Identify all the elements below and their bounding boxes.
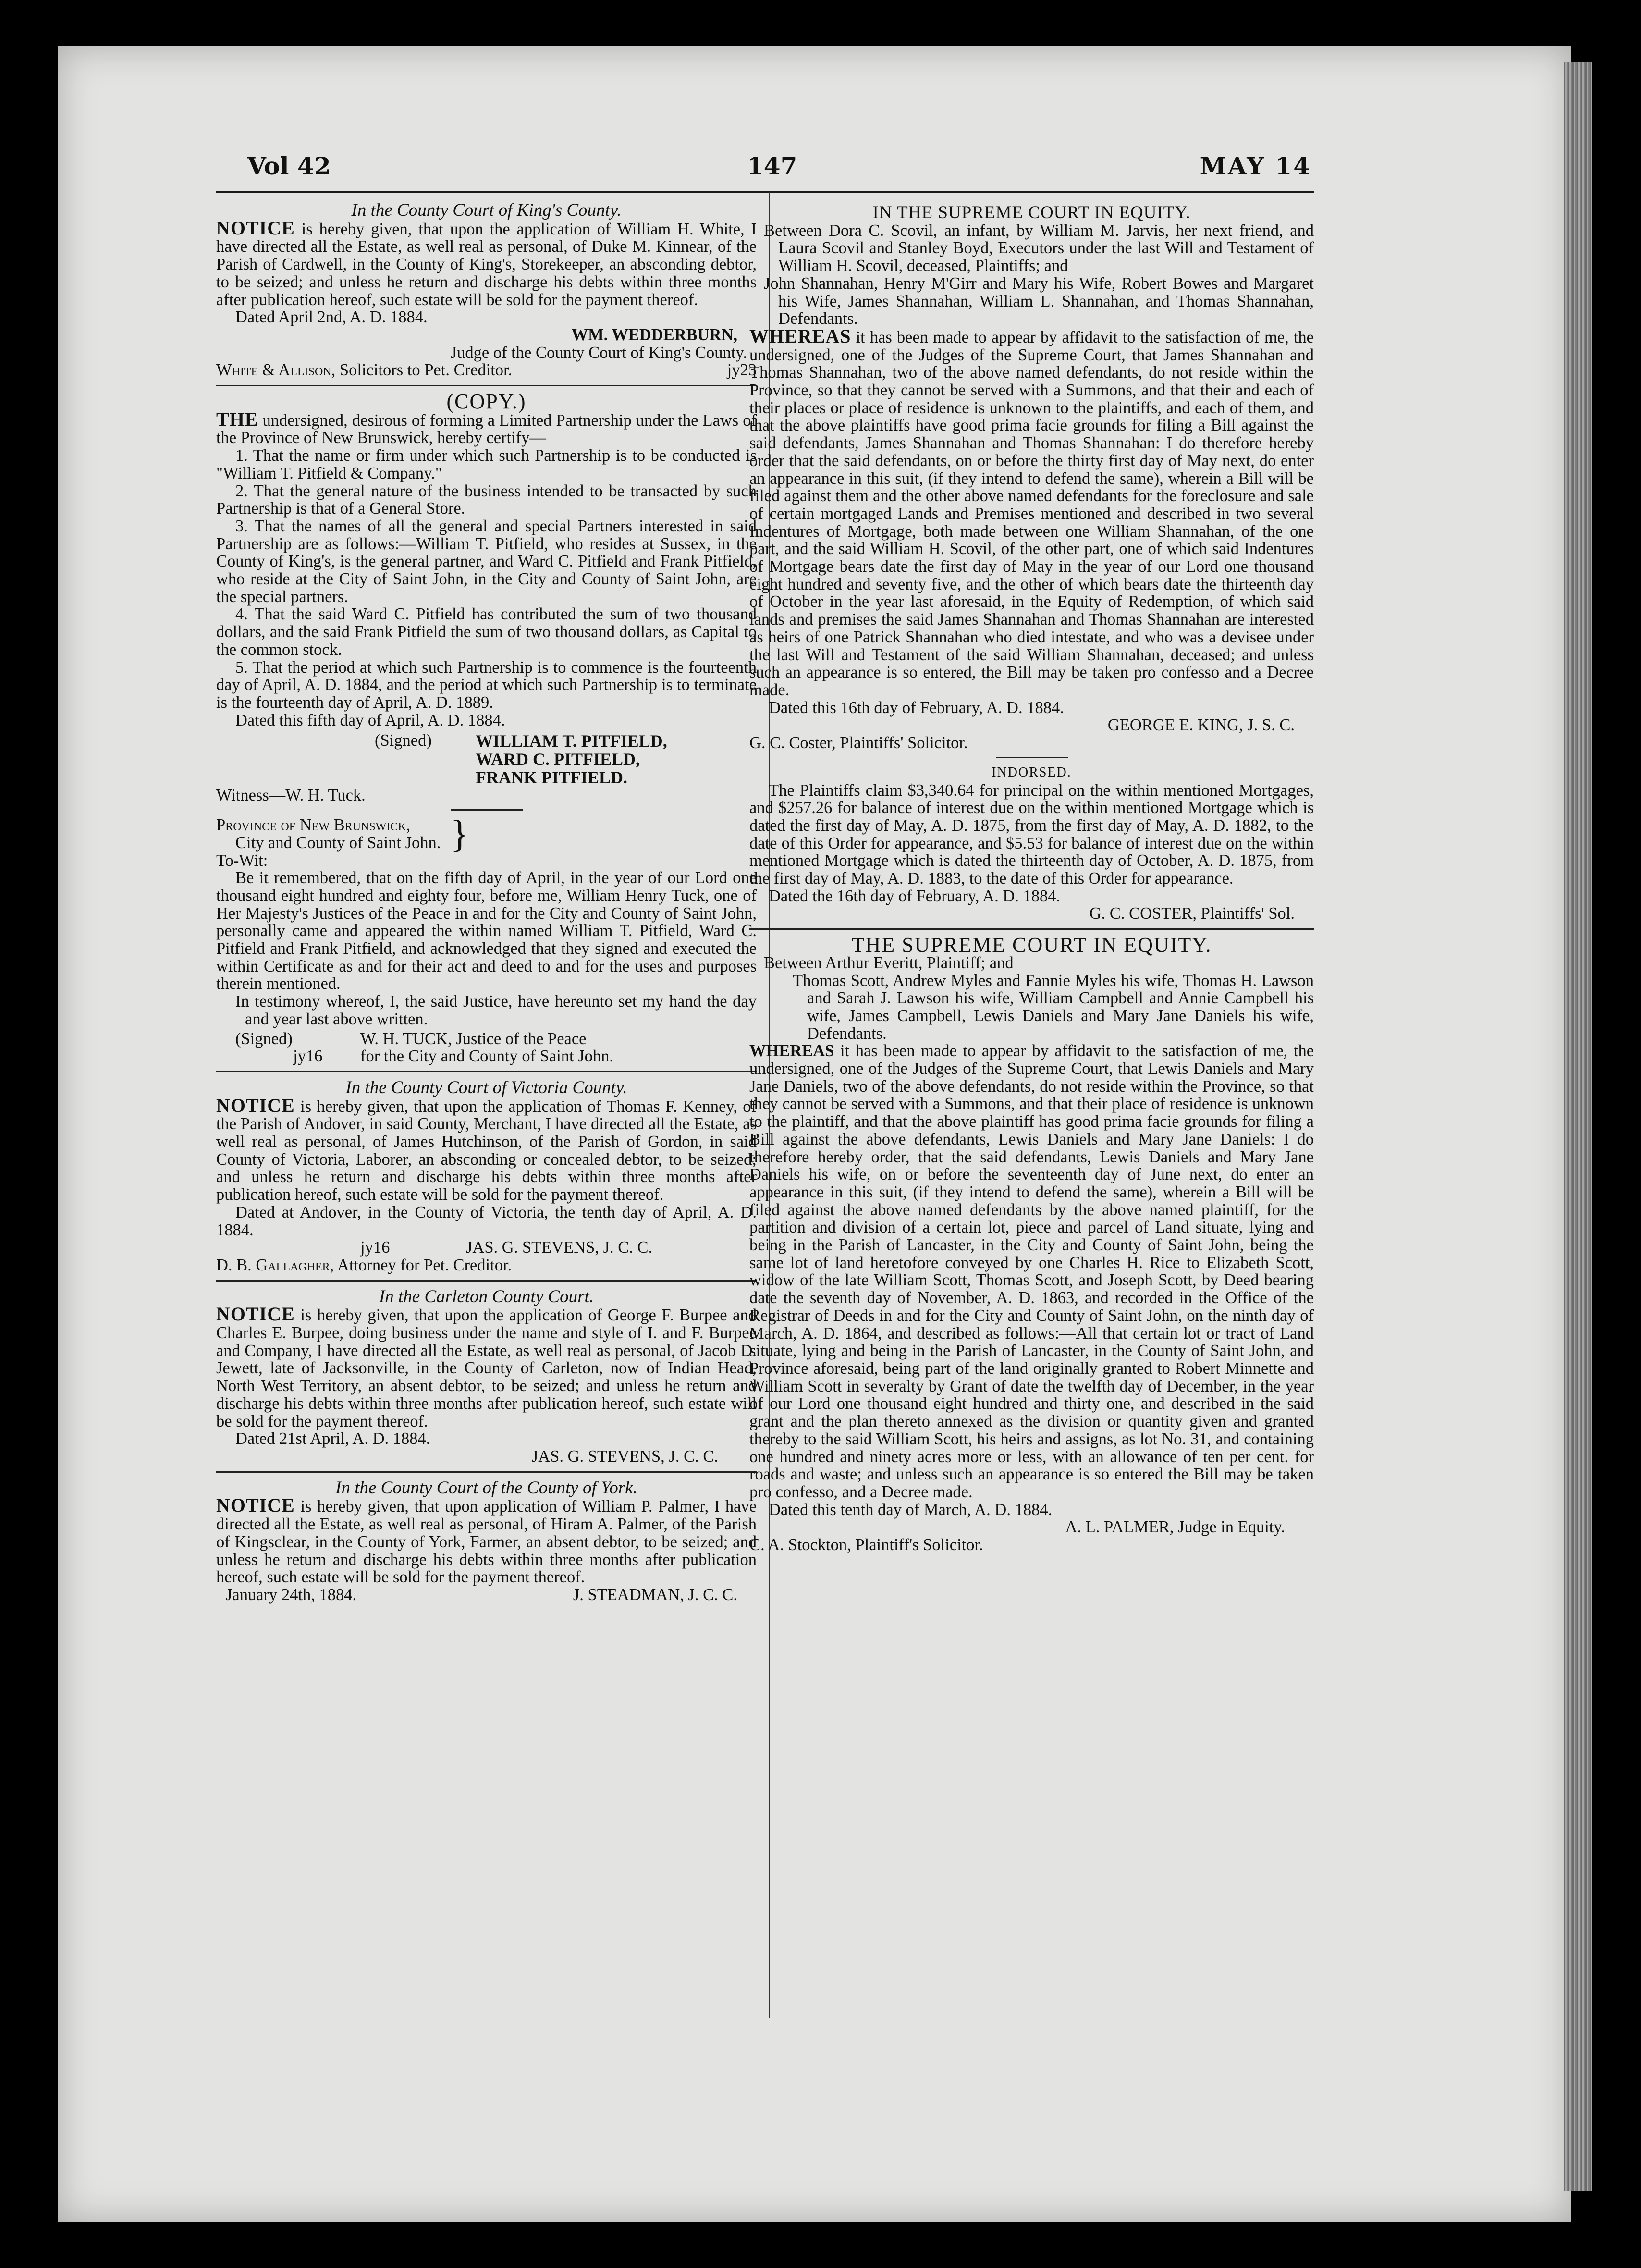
party-defendants: John Shannahan, Henry M'Girr and Mary his Wife, Robert Bowes and Margaret his Wife, James Shannahan, William L. Shannahan, and Thomas Shannahan, Defendants. [764, 274, 1314, 328]
kings-county-notice [216, 202, 757, 379]
partnership-copy [216, 390, 757, 1066]
whereas-word: WHEREAS [749, 325, 851, 347]
copy-code: jy16 [293, 1047, 323, 1066]
divider [216, 1280, 757, 1282]
indorsed-signer: G. C. COSTER, Plaintiffs' Sol. [1089, 904, 1295, 923]
short-divider [996, 757, 1068, 758]
witness-line: Witness—W. H. Tuck. [216, 786, 366, 805]
indorsed-dated: Dated the 16th day of February, A. D. 1884. [769, 887, 1061, 905]
notice-dated: Dated at Andover, in the County of Victoria, the tenth day of April, A. D. 1884. [216, 1203, 757, 1239]
order-body: it has been made to appear by affidavit to the satisfaction of me, the undersigned, one of the Judges of the Supreme Court, that James Shannahan and Thomas Shannahan, two of the above named defendants, do not reside within the Province, so that they cannot be served with a Summons, and that their and each of their places or place of residence is unknown to the plaintiffs, and each of them, and that the above plaintiffs have good prima facie grounds for filing a Bill against the said defendants, James Shannahan and Thomas Shannahan: I do therefore hereby order that the said defendants, on or before the thirty first day of May next, do enter an appearance in this suit, (if they intend to defend the same), wherein a Bill will be filed against them and the other above named defendants for the foreclosure and sale of certain mortgaged Lands and Premises mentioned and described in two several Indentures of Mortgage, both made between one William Shannahan, of the one part, and the said William H. Scovil, of the other part, one of which said Indentures of Mortgage bears date the first day of May in the year of our Lord one thousand eight hundred and seventy five, and the other of which bears date the thirteenth day of October in the year last aforesaid, in the Equity of Redemption, of which said lands and premises the said James Shannahan and Thomas Shannahan are interested as heirs of one Patrick Shannahan who died intestate, and who was a devisee under the last Will and Testament of the said William Shannahan, deceased; and unless such an appearance is so entered, the Bill may be taken pro confesso and a Decree made. [749, 328, 1314, 699]
page-header [190, 139, 1311, 197]
judge-signature: A. L. PALMER, Judge in Equity. [1065, 1518, 1285, 1537]
province-line-2: City and County of Saint John. [235, 833, 441, 852]
header-rule [216, 191, 1314, 193]
divider [216, 1471, 757, 1473]
order-dated: Dated this 16th day of February, A. D. 1884. [769, 698, 1064, 717]
clause-2: 2. That the general nature of the business intended to be transacted by such Partnership is that of a General Store. [216, 481, 757, 518]
to-wit: To-Wit: [216, 851, 268, 870]
intro-word: THE [216, 408, 258, 430]
section-title: IN THE SUPREME COURT IN EQUITY. [872, 203, 1191, 222]
notice-dated: Dated April 2nd, A. D. 1884. [235, 308, 428, 327]
clause-1: 1. That the name or firm under which such Partnership is to be conducted is "William T. Pitfield & Company." [216, 446, 757, 482]
signature-3: FRANK PITFIELD. [476, 768, 628, 788]
carleton-county-notice [216, 1288, 757, 1466]
divider [749, 928, 1314, 930]
solicitor-text: Solicitors to Pet. Creditor. [339, 361, 513, 380]
solicitor-line: G. C. Coster, Plaintiffs' Solicitor. [749, 734, 968, 752]
notice-code: jy23 [727, 361, 757, 380]
page-edges [1564, 62, 1592, 2191]
notice-body: is hereby given, that upon the application of Thomas F. Kenney, of the Parish of Andover, in said County, Merchant, I have directed all the Estate, as well real as personal, of James Hutchinson, of the Parish of Gordon, in said County of Victoria, Laborer, an absconding or concealed debtor, to be seized; and unless he return and discharge his debts within three months after publication hereof, such estate will be sold for the payment thereof. [216, 1097, 757, 1204]
order-dated: Dated this tenth day of March, A. D. 1884. [769, 1500, 1053, 1519]
acknowledgment: Be it remembered, that on the fifth day of April, in the year of our Lord one thousand eight hundred and eighty four, before me, William Henry Tuck, one of Her Majesty's Justices of the Peace in and for the City and County of Saint John, personally came and appeared the within named William T. Pitfield, Ward C. Pitfield and Frank Pitfield, and acknowledged that they signed and executed the within Certificate as and for their act and deed to and for the uses and purposes therein mentioned. [216, 869, 757, 993]
left-column [216, 202, 757, 1604]
issue-date: MAY 14 [1200, 152, 1311, 180]
brace-symbol: } [450, 813, 469, 855]
york-county-notice [216, 1479, 757, 1604]
right-column [749, 204, 1314, 1554]
notice-signer-title: Judge of the County Court of King's County. [450, 343, 747, 362]
divider [216, 385, 757, 386]
signature-1: WILLIAM T. PITFIELD, [476, 731, 667, 751]
notice-signer: WM. WEDDERBURN, [571, 325, 737, 344]
party-plaintiffs: Between Dora C. Scovil, an infant, by William M. Jarvis, her next friend, and Laura Scovil and Stanley Boyd, Executors under the last Will and Testament of William H. Scovil, deceased, Plaintiffs; and [764, 221, 1314, 275]
justice-line-2: for the City and County of Saint John. [360, 1047, 614, 1066]
province-line-1: Province of New Brunswick, [216, 816, 411, 835]
scovil-equity-notice [749, 204, 1314, 923]
order-body: it has been made to appear by affidavit to the satisfaction of me, the undersigned, one of the Judges of the Supreme Court, that Lewis Daniels and Mary Jane Daniels, two of the above defendants, do not reside within the Province, so that they cannot be served with a Summons, and that their place of residence is unknown to the plaintiff, and that the above plaintiff has good prima facie grounds for filing a Bill against the above defendants, Lewis Daniels and Mary Jane Daniels: I do therefore hereby order, that the said defendants, Lewis Daniels and Mary Jane Daniels his wife, on or before the seventeenth day of June next, do enter an appearance in this suit, (if they intend to defend the same), wherein a Bill will be filed against the above named defendants by the above named plaintiff, for the partition and division of a certain lot, piece and parcel of Land situate, lying and being in the Parish of Lancaster, in the City and County of Saint John, being the same lot of land heretofore conveyed by one Charles H. Rice to Elizabeth Scott, widow of the late William Scott, Thomas Scott, and Joseph Scott, by Deed bearing date the seventh day of November, A. D. 1863, and recorded in the Office of the Registrar of Deeds in and for the City and County of Saint John, on the ninth day of March, A. D. 1864, and described as follows:—All that certain lot or tract of Land situate, lying and being in the Parish of Lancaster, in the County of Saint John, and Province aforesaid, being part of the land originally granted to Robert Minnette and William Scott in severalty by Grant of date the twelfth day of December, in the year of our Lord one thousand eight hundred and thirty one, and described in the said grant and the plan thereto annexed as the division or quantity given and granted thereby to the said William Scott, his heirs and assigns, as lot No. 31, and containing one hundred and ninety acres more or less, with an allowance of ten per cent. for roads and waste; and unless such an appearance is so entered the Bill may be taken pro confesso, and a Decree made. [749, 1042, 1314, 1501]
whereas-word: WHEREAS [749, 1042, 834, 1060]
notice-dated: Dated 21st April, A. D. 1884. [235, 1430, 430, 1448]
signature-2: WARD C. PITFIELD, [476, 750, 640, 769]
notice-code: jy16 [360, 1238, 390, 1257]
justice-line-1: W. H. TUCK, Justice of the Peace [360, 1029, 587, 1048]
notice-word: NOTICE [216, 1303, 295, 1325]
party-plaintiff: Between Arthur Everitt, Plaintiff; and [764, 953, 1014, 972]
attorney-name: D. B. Gallagher, [216, 1256, 334, 1274]
testimony: In testimony whereof, I, the said Justice, have hereunto set my hand the day and year last above written. [235, 992, 757, 1028]
everitt-equity-notice [749, 933, 1314, 1554]
notice-word: NOTICE [216, 217, 295, 239]
section-title: In the Carleton County Court. [379, 1286, 594, 1307]
attorney-text: Attorney for Pet. Creditor. [337, 1256, 512, 1274]
signed-label-2: (Signed) [235, 1029, 293, 1048]
notice-signer: JAS. G. STEVENS, J. C. C. [531, 1447, 718, 1466]
notice-date: January 24th, 1884. [226, 1585, 357, 1604]
indorsed-heading: INDORSED. [992, 764, 1072, 780]
section-title: In the County Court of the County of York. [335, 1478, 637, 1498]
signed-label: (Signed) [375, 731, 432, 750]
victoria-county-notice [216, 1079, 757, 1274]
copy-dated: Dated this fifth day of April, A. D. 1884. [235, 711, 505, 729]
notice-body: is hereby given, that upon application of William P. Palmer, I have directed all the Estate, as well real as personal, of Hiram A. Palmer, of the Parish of Kingsclear, in the County of York, Farmer, an absent debtor, to be seized; and unless he return and discharge his debts within three months after publication hereof, such estate will be sold for the payment thereof. [216, 1497, 757, 1587]
clause-3: 3. That the names of all the general and special Partners interested in said Partnership are as follows:—William T. Pitfield, who resides at Sussex, in the County of King's, is the general partner, and Ward C. Pitfield and Frank Pitfield, who reside at the City of Saint John, in the City and County of Saint John, are the special partners. [216, 517, 757, 606]
volume-label: Vol 42 [247, 152, 331, 180]
section-title: (COPY.) [446, 390, 527, 414]
judge-signature: GEORGE E. KING, J. S. C. [1107, 716, 1295, 735]
intro-text: undersigned, desirous of forming a Limited Partnership under the Laws of the Province of New Brunswick, hereby certify— [216, 411, 757, 447]
notice-body: is hereby given, that upon the application of William H. White, I have directed all the Estate, as well real as personal, of Duke M. Kinnear, of the Parish of Cardwell, in the County of King's, Storekeeper, an absconding debtor, to be seized; and unless he return and discharge his debts within three months after publication hereof, such estate will be sold for the payment thereof. [216, 220, 757, 309]
section-title: In the County Court of Victoria County. [345, 1077, 627, 1097]
section-title: In the County Court of King's County. [351, 200, 622, 220]
solicitor-name: White & Allison, [216, 361, 336, 380]
clause-4: 4. That the said Ward C. Pitfield has contributed the sum of two thousand dollars, and the said Frank Pitfield the sum of two thousand dollars, as Capital to the common stock. [216, 605, 757, 659]
notice-body: is hereby given, that upon the application of George F. Burpee and Charles E. Burpee, doing business under the name and style of I. and F. Burpee and Company, I have directed all the Estate, as well real as personal, of Jacob D. Jewett, late of Jacksonville, in the County of Carleton, now of Indian Head, North West Territory, an absent debtor, to be seized; and unless he return and discharge his debts within three months after publication hereof, such estate will be sold for the payment thereof. [216, 1306, 757, 1430]
short-divider [451, 809, 523, 811]
solicitor-line: C. A. Stockton, Plaintiff's Solicitor. [749, 1536, 983, 1554]
notice-word: NOTICE [216, 1094, 295, 1116]
notice-word: NOTICE [216, 1494, 295, 1516]
notice-signer: J. STEADMAN, J. C. C. [573, 1585, 737, 1604]
divider [216, 1071, 757, 1072]
indorsed-body: The Plaintiffs claim $3,340.64 for principal on the within mentioned Mortgages, and $257.26 for balance of interest due on the within mentioned Mortgage which is dated the first day of May, A. D. 1875, from the first day of May, A. D. 1882, to the date of this Order for appearance, and $5.53 for balance of interest due on the within mentioned Mortgage which is dated the thirteenth day of October, A. D. 1875, from the first day of May, A. D. 1883, to the date of this Order for appearance. [749, 781, 1314, 888]
section-title: THE SUPREME COURT IN EQUITY. [851, 933, 1212, 957]
page-number: 147 [747, 152, 797, 180]
notice-signer: JAS. G. STEVENS, J. C. C. [466, 1238, 653, 1257]
clause-5: 5. That the period at which such Partnership is to commence is the fourteenth day of April, A. D. 1884, and the period at which such Partnership is to terminate is the fourteenth day of April, A. D. 1889. [216, 658, 757, 712]
party-defendants: Thomas Scott, Andrew Myles and Fannie Myles his wife, Thomas H. Lawson and Sarah J. Lawson his wife, William Campbell and Annie Campbell his wife, James Campbell, Lewis Daniels and Mary Jane Daniels his wife, Defendants. [793, 971, 1314, 1043]
